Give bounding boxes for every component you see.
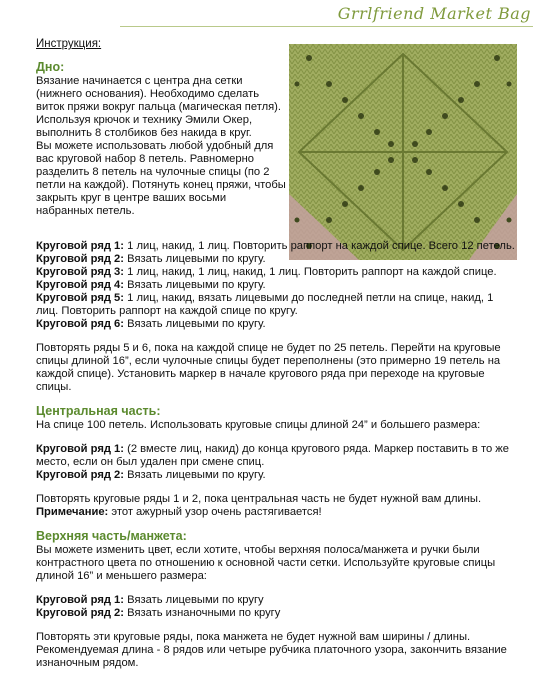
round-row — [36, 443, 516, 469]
round-row — [36, 292, 516, 318]
round-row — [36, 318, 516, 331]
round-row-label: Круговой ряд 2: — [36, 253, 125, 265]
round-row-label: Круговой ряд 3: — [36, 266, 125, 278]
remark-text: этот ажурный узор очень растягивается! — [108, 506, 322, 518]
round-row-label: Круговой ряд 5: — [36, 292, 125, 304]
bottom-intro: Вязание начинается с центра дна сетки (нижнего основания). Необходимо сделать виток пряжи вокруг пальца (магическая петля). Используя крючок и технику Эмили Окер, выполнить 8 столбиков без накида в круг. — [36, 75, 282, 139]
round-row-text: Вязать лицевыми по кругу — [124, 594, 264, 606]
bottom-note: Повторять ряды 5 и 6, пока на каждой спице не будет по 25 петель. Перейти на круговые спицы длиной 16”, если чулочные спицы будет переполнены (это примерно 19 петель на каждой спице). Установить маркер в начале кругового ряда при переходе на круговые спицы. — [36, 342, 501, 393]
round-row-label: Круговой ряд 2: — [36, 607, 125, 619]
round-row-text: 1 лиц, накид, вязать лицевыми до последней петли на спице, накид, 1 лиц. Повторить раппорт на каждой спице по кругу. — [36, 292, 494, 317]
round-row-text: 1 лиц, накид, 1 лиц. Повторить раппорт на каждой спице. Всего 12 петель. — [124, 240, 515, 252]
round-row — [36, 253, 516, 266]
round-row — [36, 594, 516, 607]
round-row-text: 1 лиц, накид, 1 лиц, накид, 1 лиц. Повторить раппорт на каждой спице. — [124, 266, 497, 278]
remark-label: Примечание: — [36, 506, 109, 518]
round-row — [36, 279, 516, 292]
middle-note: Повторять круговые ряды 1 и 2, пока центральная часть не будет нужной вам длины. — [36, 493, 482, 505]
top-note: Повторять эти круговые ряды, пока манжета не будет нужной вам ширины / длины. Рекомендуемая длина - 8 рядов или четыре рубчика платочного узора, закончить вязание изнаночным рядом. — [36, 631, 507, 669]
round-row — [36, 607, 516, 620]
round-row-text: Вязать лицевыми по кругу. — [124, 469, 266, 481]
round-row-text: Вязать лицевыми по кругу. — [124, 279, 266, 291]
round-row-label: Круговой ряд 1: — [36, 443, 125, 455]
round-row — [36, 469, 516, 482]
round-row-label: Круговой ряд 1: — [36, 240, 125, 252]
middle-intro: На спице 100 петель. Использовать круговые спицы длиной 24” и большего размера: — [36, 419, 481, 431]
section-heading-bottom: Дно: — [36, 60, 65, 74]
round-row-label: Круговой ряд 6: — [36, 318, 125, 330]
round-row-label: Круговой ряд 4: — [36, 279, 125, 291]
round-row-text: Вязать лицевыми по кругу. — [124, 318, 266, 330]
instructions-label: Инструкция: — [36, 38, 102, 50]
round-row — [36, 240, 516, 253]
document-title: Grrlfriend Market Bag — [337, 4, 531, 23]
section-heading-middle: Центральная часть: — [36, 404, 161, 418]
header-divider — [120, 26, 533, 27]
middle-remark — [36, 506, 516, 519]
top-intro: Вы можете изменить цвет, если хотите, чтобы верхняя полоса/манжета и ручки были контрастного цвета по отношению к основной части сетки. Используйте круговые спицы длиной 16” и меньшего размера: — [36, 544, 496, 582]
section-heading-top: Верхняя часть/манжета: — [36, 529, 187, 543]
round-row-text: Вязать изнаночными по кругу — [124, 607, 281, 619]
round-row-text: Вязать лицевыми по кругу. — [124, 253, 266, 265]
round-row-label: Круговой ряд 2: — [36, 469, 125, 481]
round-row — [36, 266, 516, 279]
round-row-label: Круговой ряд 1: — [36, 594, 125, 606]
bottom-intro-2: Вы можете использовать любой удобный для вас круговой набор 8 петель. Равномерно разделить 8 петель на чулочные спицы (по 2 петли на каждой). Потянуть конец пряжи, чтобы закрыть круг в центре ваших восьми набранных петель. — [36, 140, 286, 217]
instructions-content — [36, 38, 516, 670]
round-row-text: (2 вместе лиц, накид) до конца кругового ряда. Маркер поставить в то же место, если он был удален при смене спиц. — [36, 443, 510, 468]
